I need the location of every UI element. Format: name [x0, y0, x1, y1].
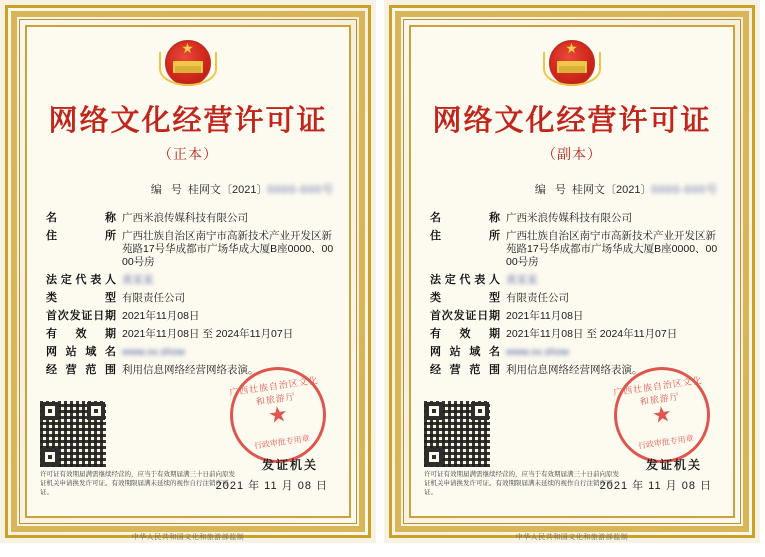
- field-label: 经营范围: [46, 364, 116, 376]
- field-row-legal-rep: [430, 274, 720, 287]
- field-value: [122, 346, 336, 359]
- seal-issuer-text: 广西壮族自治区文化和旅游厅: [228, 375, 320, 407]
- field-row-name: [46, 212, 336, 225]
- certificate-duplicate: [384, 0, 760, 543]
- field-label: 住所: [430, 230, 500, 242]
- field-value: 广西壮族自治区南宁市高新技术产业开发区新苑路17号华成都市广场华成大厦B座0000、0000号房: [122, 230, 334, 268]
- field-label: 网站域名: [46, 346, 116, 358]
- field-row-first-issue-date: [46, 310, 336, 323]
- national-emblem-icon: ★: [157, 34, 219, 92]
- field-value: 2021年11月08日: [122, 310, 200, 322]
- seal-issuer-text: 广西壮族自治区文化和旅游厅: [612, 375, 704, 407]
- field-row-domain: [46, 346, 336, 359]
- issuer-label: 发证机关: [645, 458, 702, 472]
- field-value: 广西米浪传媒科技有限公司: [122, 212, 248, 224]
- field-row-validity: [46, 328, 336, 341]
- field-label: 有效期: [46, 328, 116, 340]
- certificate-number-masked: 0000-000号: [651, 184, 718, 196]
- certificate-number-prefix: 桂网文〔2021〕: [572, 184, 652, 196]
- field-value: 广西壮族自治区南宁市高新技术产业开发区新苑路17号华成都市广场华成大厦B座0000、0000号房: [506, 230, 718, 268]
- national-emblem-icon: ★: [541, 34, 603, 92]
- certificate-body-duplicate: [412, 28, 732, 515]
- certificate-number-prefix: 桂网文〔2021〕: [188, 184, 268, 196]
- field-label: 类型: [46, 292, 116, 304]
- field-value: [122, 274, 336, 287]
- field-row-domain: [430, 346, 720, 359]
- field-label: 首次发证日期: [430, 310, 500, 322]
- qr-code[interactable]: [424, 401, 490, 467]
- certificate-body-original: [28, 28, 348, 515]
- field-value: [506, 346, 720, 359]
- field-value: 利用信息网络经营网络表演。: [506, 364, 643, 376]
- field-value: [506, 274, 720, 287]
- certificate-number: [151, 181, 334, 197]
- page-title: 网络文化经营许可证: [48, 103, 328, 137]
- footer-note: 中华人民共和国文化和旅游部监制: [515, 534, 629, 541]
- field-value: 2021年11月08日 至 2024年11月07日: [122, 328, 294, 340]
- field-label: 有效期: [430, 328, 500, 340]
- issue-date: 2021 年 11 月 08 日: [215, 480, 328, 492]
- certificate-number-label: 编 号: [534, 184, 569, 196]
- copy-type-label: （副本）: [542, 147, 602, 163]
- field-row-legal-rep: [46, 274, 336, 287]
- masked-value: www.xx.show: [122, 346, 186, 358]
- issue-date: 2021 年 11 月 08 日: [599, 480, 712, 492]
- qr-code[interactable]: [40, 401, 106, 467]
- masked-value: 黄某某: [122, 274, 154, 286]
- field-label: 类型: [430, 292, 500, 304]
- field-label: 名称: [46, 212, 116, 224]
- seal-purpose-text: 行政审批专用章: [637, 433, 695, 451]
- masked-value: 黄某某: [506, 274, 538, 286]
- field-label: 经营范围: [430, 364, 500, 376]
- masked-value: www.xx.show: [506, 346, 570, 358]
- field-row-name: [430, 212, 720, 225]
- field-value: 2021年11月08日: [506, 310, 584, 322]
- field-label: 法定代表人: [46, 274, 116, 286]
- renewal-notice: 许可证有效期届满需继续经营的，应当于有效期届满三十日前向原发证机关申请换发许可证。有效期限届满未延续的视作自行注销许可证。: [40, 471, 235, 496]
- certificate-original: [0, 0, 376, 543]
- page-title: 网络文化经营许可证: [432, 103, 712, 137]
- field-value: 2021年11月08日 至 2024年11月07日: [506, 328, 678, 340]
- field-list-original: [46, 212, 336, 382]
- certificate-number: [535, 181, 718, 197]
- copy-type-label: （正本）: [158, 147, 218, 163]
- field-row-first-issue-date: [430, 310, 720, 323]
- field-list-duplicate: [430, 212, 720, 382]
- renewal-notice: 许可证有效期届满需继续经营的，应当于有效期届满三十日前向原发证机关申请换发许可证。有效期限届满未延续的视作自行注销许可证。: [424, 471, 619, 496]
- field-row-validity: [430, 328, 720, 341]
- field-value: 有限责任公司: [122, 292, 185, 304]
- seal-purpose-text: 行政审批专用章: [253, 433, 311, 451]
- seal-star-icon: ★: [266, 400, 290, 429]
- certificate-number-label: 编 号: [150, 184, 185, 196]
- field-row-address: [46, 230, 336, 269]
- field-label: 首次发证日期: [46, 310, 116, 322]
- field-row-type: [430, 292, 720, 305]
- field-value: 利用信息网络经营网络表演。: [122, 364, 259, 376]
- footer-note: 中华人民共和国文化和旅游部监制: [131, 534, 245, 541]
- field-row-type: [46, 292, 336, 305]
- seal-star-icon: ★: [650, 400, 674, 429]
- field-value: 有限责任公司: [506, 292, 569, 304]
- field-label: 名称: [430, 212, 500, 224]
- issuer-label: 发证机关: [261, 458, 318, 472]
- certificate-number-masked: 0000-000号: [267, 184, 334, 196]
- field-label: 住所: [46, 230, 116, 242]
- field-label: 法定代表人: [430, 274, 500, 286]
- field-label: 网站域名: [430, 346, 500, 358]
- field-row-address: [430, 230, 720, 269]
- field-value: 广西米浪传媒科技有限公司: [506, 212, 632, 224]
